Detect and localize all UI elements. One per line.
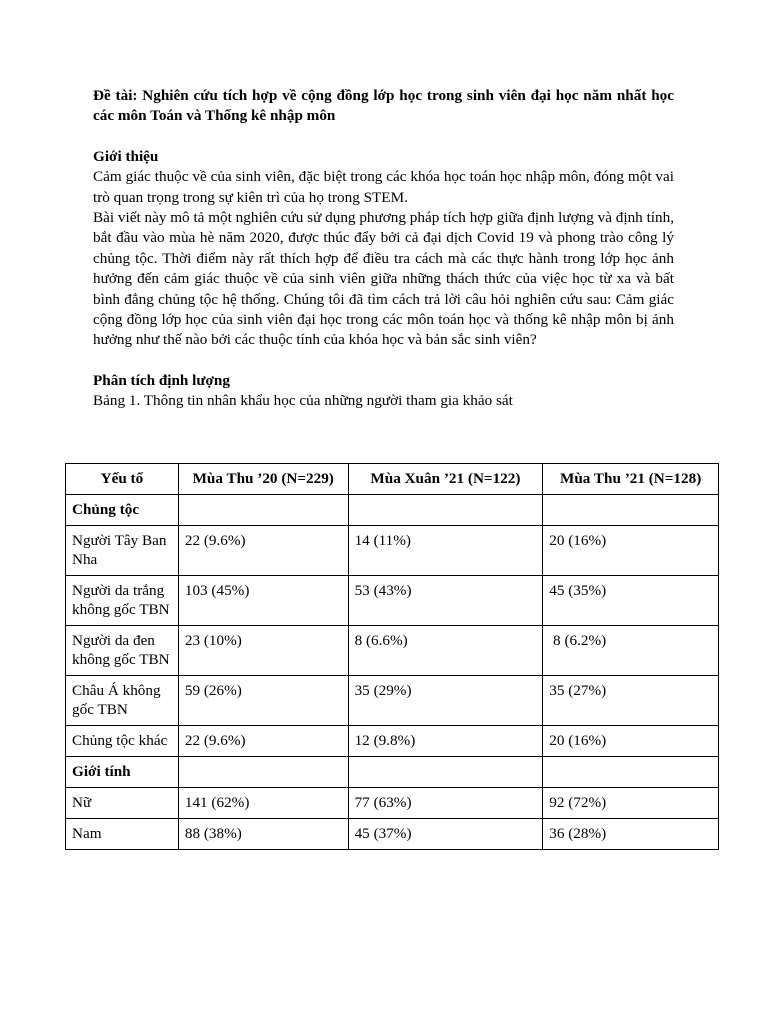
table-cell: Người da trắng không gốc TBN xyxy=(66,576,179,626)
table-row xyxy=(66,788,719,819)
intro-heading: Giới thiệu xyxy=(93,147,159,165)
table-cell: 22 (9.6%) xyxy=(178,726,348,757)
table-cell xyxy=(348,757,543,788)
table-cell: 23 (10%) xyxy=(178,626,348,676)
table-cell: Nữ xyxy=(66,788,179,819)
table-cell xyxy=(543,495,719,526)
table-cell xyxy=(178,495,348,526)
table-cell: 22 (9.6%) xyxy=(178,526,348,576)
quantitative-heading: Phân tích định lượng xyxy=(93,371,230,389)
table-cell: 20 (16%) xyxy=(543,726,719,757)
table-cell xyxy=(348,495,543,526)
section-gender-label: Giới tính xyxy=(66,757,179,788)
intro-paragraph-1: Cảm giác thuộc về của sinh viên, đặc biệt trong các khóa học toán học nhập môn, đóng một vai trò quan trọng trong sự kiên trì của họ trong STEM. xyxy=(93,168,674,206)
header-fall-20: Mùa Thu ’20 (N=229) xyxy=(178,464,348,495)
table-cell: Chủng tộc khác xyxy=(66,726,179,757)
table-cell xyxy=(543,757,719,788)
table-cell: 103 (45%) xyxy=(178,576,348,626)
table-cell: 8 (6.6%) xyxy=(348,626,543,676)
table-row xyxy=(66,626,719,676)
table-cell: 14 (11%) xyxy=(348,526,543,576)
table-row xyxy=(66,576,719,626)
table-cell xyxy=(178,757,348,788)
table-cell: 88 (38%) xyxy=(178,819,348,850)
table-cell: 77 (63%) xyxy=(348,788,543,819)
section-race-label: Chủng tộc xyxy=(66,495,179,526)
document-body xyxy=(93,86,674,412)
document-title: Đề tài: Nghiên cứu tích hợp về cộng đồng lớp học trong sinh viên đại học năm nhất học các môn Toán và Thống kê nhập môn xyxy=(93,87,674,125)
demographics-table xyxy=(65,463,719,850)
header-fall-21: Mùa Thu ’21 (N=128) xyxy=(543,464,719,495)
table-cell: Người Tây Ban Nha xyxy=(66,526,179,576)
table-cell: Châu Á không gốc TBN xyxy=(66,676,179,726)
table-cell: Nam xyxy=(66,819,179,850)
table-cell: 35 (29%) xyxy=(348,676,543,726)
table-cell: Người da đen không gốc TBN xyxy=(66,626,179,676)
table-row xyxy=(66,526,719,576)
table-cell: 45 (35%) xyxy=(543,576,719,626)
table-cell: 141 (62%) xyxy=(178,788,348,819)
header-factor: Yếu tố xyxy=(66,464,179,495)
table-cell: 59 (26%) xyxy=(178,676,348,726)
table-header-row xyxy=(66,464,719,495)
table-cell: 92 (72%) xyxy=(543,788,719,819)
table-cell: 20 (16%) xyxy=(543,526,719,576)
table-cell: 36 (28%) xyxy=(543,819,719,850)
table-row xyxy=(66,676,719,726)
table-cell: 35 (27%) xyxy=(543,676,719,726)
table-row xyxy=(66,726,719,757)
intro-paragraph-2: Bài viết này mô tả một nghiên cứu sử dụng phương pháp tích hợp giữa định lượng và định tính, bắt đầu vào mùa hè năm 2020, được thúc đẩy bởi cả đại dịch Covid 19 và phong trào công lý chủng tộc. Thời điểm này rất thích hợp để điều tra cách mà các thực hành trong lớp học ảnh hưởng đến cảm giác thuộc về của sinh viên giữa những thách thức của việc học từ xa và bất bình đẳng chủng tộc hệ thống. Chúng tôi đã tìm cách trả lời câu hỏi nghiên cứu sau: Cảm giác cộng đồng lớp học của sinh viên đại học trong các môn toán học và thống kê nhập môn bị ảnh hưởng như thế nào bởi các thuộc tính của khóa học và bản sắc sinh viên? xyxy=(93,209,674,349)
table-cell: 53 (43%) xyxy=(348,576,543,626)
table-section-row xyxy=(66,757,719,788)
table-caption: Bảng 1. Thông tin nhân khẩu học của những người tham gia khảo sát xyxy=(93,392,513,410)
header-spring-21: Mùa Xuân ’21 (N=122) xyxy=(348,464,543,495)
table-section-row xyxy=(66,495,719,526)
table-cell: 8 (6.2%) xyxy=(543,626,719,676)
table-cell: 12 (9.8%) xyxy=(348,726,543,757)
table-row xyxy=(66,819,719,850)
table-cell: 45 (37%) xyxy=(348,819,543,850)
